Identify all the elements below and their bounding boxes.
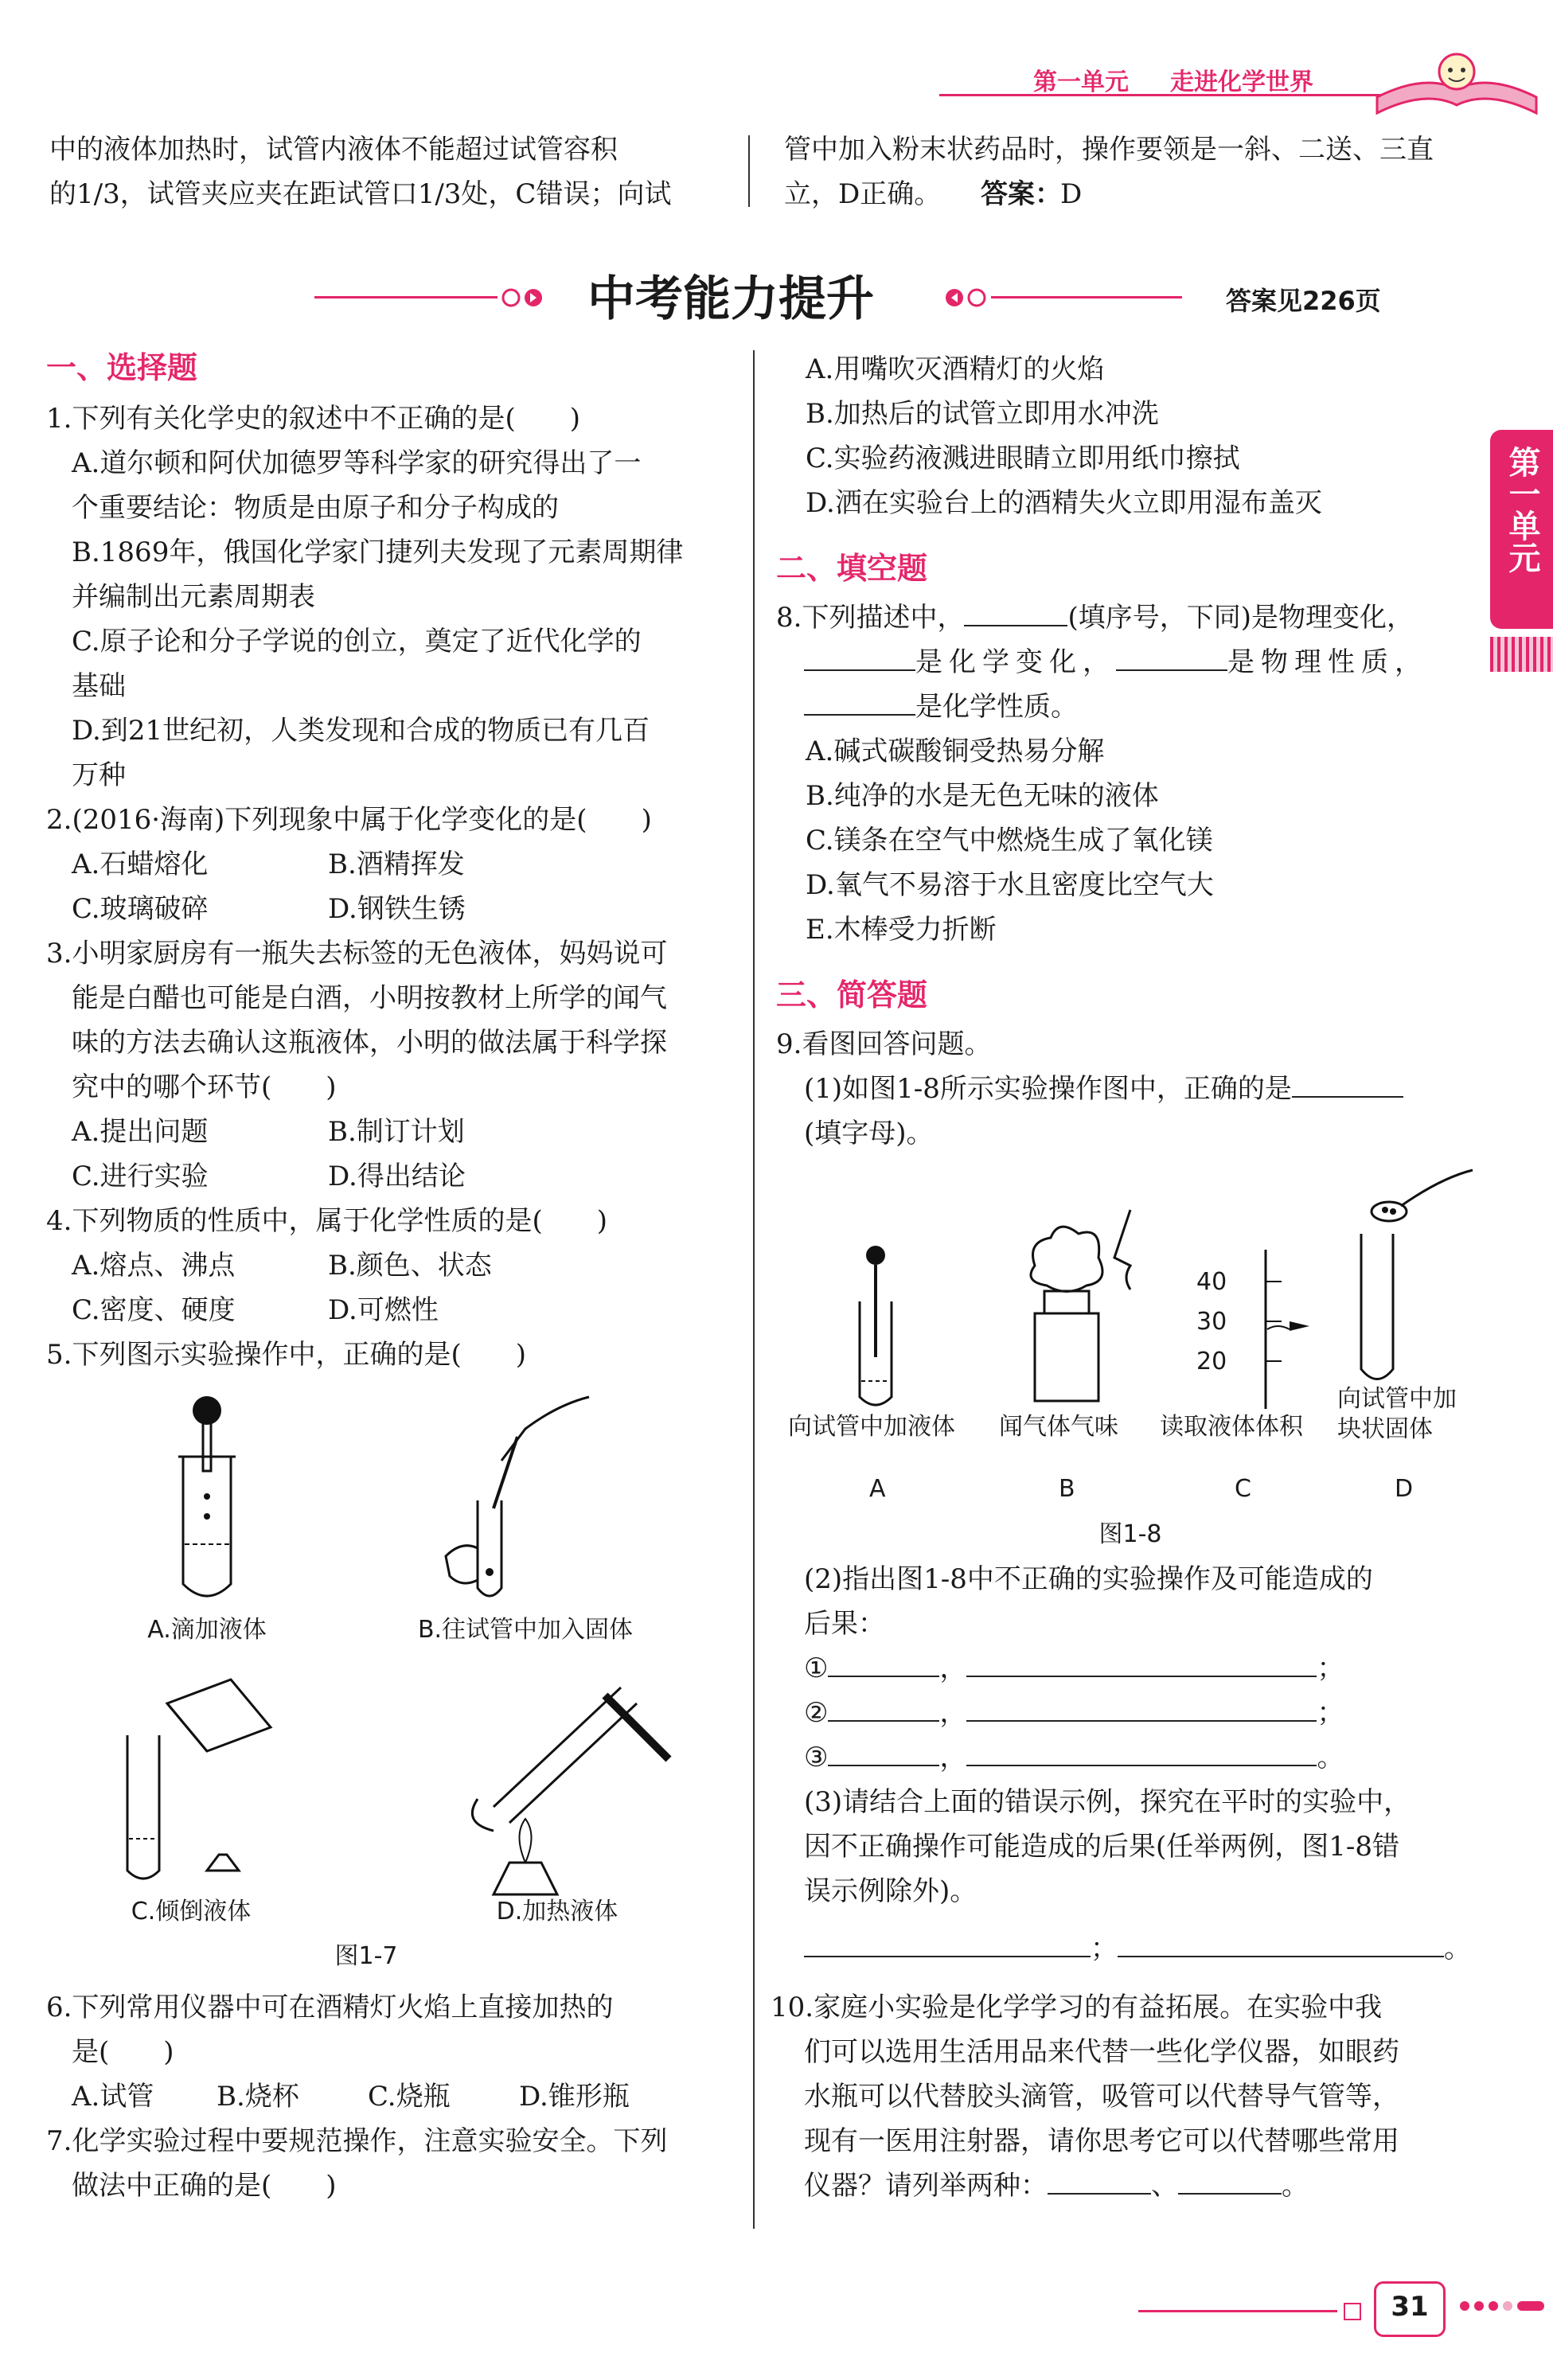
q8-line-3 [804,685,1078,729]
q2-option-a: A.石蜡熔化 [72,849,209,880]
q8-part-2: (填序号，下同)是物理变化， [1067,602,1414,634]
q5-stem: 5.下列图示实验操作中，正确的是( ) [46,1339,526,1371]
q9-mark-2: ② [804,1697,829,1729]
footer-rule [1138,2310,1337,2312]
q10-line-2: 们可以选用生活用品来代替一些化学仪器，如眼药 [804,2036,1399,2068]
q8-line-2 [804,640,1428,685]
side-unit-tab-label: 第一单元 [1504,446,1540,573]
q8-part-5: 是化学性质。 [915,691,1078,723]
q9-part3-line1: (3)请结合上面的错误示例，探究在平时的实验中， [804,1786,1411,1818]
fig7-d-heat-illustration [446,1664,685,1906]
q9-part1-text: (1)如图1-8所示实验操作图中，正确的是 [804,1073,1292,1105]
side-tab-stripes [1490,637,1553,672]
q9-mark-3: ③ [804,1742,829,1773]
fig7-c-caption: C.倾倒液体 [131,1898,252,1925]
q3-option-d: D.得出结论 [328,1161,466,1192]
q10-prompt: 仪器？请列举两种： [804,2170,1048,2202]
q9-error-blank-2[interactable] [828,1693,939,1722]
q1-option-c-cont: 基础 [72,670,126,702]
q9-part1-blank[interactable] [1292,1069,1403,1098]
fig8-b-caption: 闻气体气味 [999,1413,1118,1441]
carryover-left-2: 的1/3，试管夹应夹在距试管口1/3处，C错误；向试 [49,178,672,210]
q4-option-c: C.密度、硬度 [72,1294,236,1326]
q4-option-d: D.可燃性 [328,1294,439,1326]
q8-option-b: B.纯净的水是无色无味的液体 [806,780,1159,812]
q9-error-blank-1[interactable] [828,1648,939,1677]
header-unit-title: 走进化学世界 [1170,68,1313,96]
q9-error-blank-3[interactable] [828,1738,939,1766]
q10-line-5: 仪器？请列举两种： 、 。 [804,2163,1309,2208]
fig8-scale-20: 20 [1196,1348,1227,1375]
page-number: 31 [1391,2291,1429,2323]
q8-line-1 [776,595,1414,640]
q4-stem: 4.下列物质的性质中，属于化学性质的是( ) [46,1205,607,1237]
q1-option-b: B.1869年，俄国化学家门捷列夫发现了元素周期律 [72,536,684,568]
q9-part3-line3: 误示例除外)。 [804,1875,977,1907]
q6-line-1: 6.下列常用仪器中可在酒精灯火焰上直接加热的 [46,1992,614,2023]
q9-part3-line2: 因不正确操作可能造成的后果(任举两例，图1-8错 [804,1831,1400,1863]
q1-option-d: D.到21世纪初，人类发现和合成的物质已有几百 [72,715,650,747]
q9-part2-row-3: ③ ， 。 [804,1735,1344,1780]
fig8-caption: 图1-8 [1098,1520,1162,1548]
answer-value: D [1060,178,1083,210]
carryover-left-1: 中的液体加热时，试管内液体不能超过试管容积 [49,134,618,166]
q8-option-d: D.氧气不易溶于水且密度比空气大 [806,869,1214,901]
banner-rule-right [991,296,1182,298]
fig8-a-dropper-illustration [844,1238,907,1416]
footer-dots-icon [1457,2296,1544,2319]
carryover-right-1: 管中加入粉末状药品时，操作要领是一斜、二送、三直 [784,134,1434,166]
q9-result-blank-3[interactable] [966,1738,1317,1766]
q3-line-1: 3.小明家厨房有一瓶失去标签的无色液体，妈妈说可 [46,938,668,970]
q8-part-1: 8.下列描述中， [776,602,965,634]
q8-part-4: 是物理性质， [1227,646,1428,678]
fig7-b-solid-illustration [430,1381,613,1607]
q9-part2-line2: 后果： [804,1608,885,1640]
q9-part3-answer-row: ； 。 [804,1926,1471,1971]
q2-stem: 2.(2016·海南)下列现象中属于化学变化的是( ) [46,804,652,836]
fig8-letter-a: A [869,1475,886,1503]
q8-blank-physical-change[interactable] [964,598,1067,626]
q7-option-a: A.用嘴吹灭酒精灯的火焰 [806,353,1105,385]
q2-option-d: D.钢铁生锈 [328,893,466,925]
q1-option-a-cont: 个重要结论：物质是由原子和分子构成的 [72,492,559,524]
answer-label: 答案： [981,178,1062,210]
q3-line-3: 味的方法去确认这瓶液体，小明的做法属于科学探 [72,1027,667,1059]
q3-option-c: C.进行实验 [72,1161,209,1192]
q4-option-a: A.熔点、沸点 [72,1250,236,1282]
q7-option-d: D.洒在实验台上的酒精失火立即用湿布盖灭 [806,487,1322,519]
fig8-d-spoon-illustration [1345,1162,1481,1396]
q9-mark-1: ① [804,1652,829,1684]
banner-rule-left [314,296,498,298]
q10-line-1: 10.家庭小实验是化学学习的有益拓展。在实验中我 [771,1992,1383,2023]
column-divider-top [748,135,750,207]
fig8-letter-b: B [1059,1475,1075,1503]
q8-option-c: C.镁条在空气中燃烧生成了氧化镁 [806,825,1213,856]
q7-line-2: 做法中正确的是( ) [72,2170,337,2202]
q1-option-b-cont: 并编制出元素周期表 [72,581,315,613]
banner-arrow-left-icon [501,287,544,312]
q1-option-c: C.原子论和分子学说的创立，奠定了近代化学的 [72,626,642,657]
q9-example-blank-2[interactable] [1118,1929,1444,1957]
q10-blank-2[interactable] [1178,2166,1282,2195]
fig7-a-dropper-illustration [159,1385,255,1611]
fig7-a-caption: A.滴加液体 [147,1616,267,1644]
q9-result-blank-1[interactable] [966,1648,1317,1677]
fig8-scale-40: 40 [1196,1268,1227,1296]
fig8-d-caption-2: 块状固体 [1337,1415,1433,1443]
q9-part2-row-1: ① ， ； [804,1646,1344,1691]
column-divider [753,350,755,2229]
fig8-c-caption: 读取液体体积 [1160,1413,1303,1441]
q6-option-c: C.烧瓶 [368,2081,451,2113]
q9-part2-row-2: ② ， ； [804,1691,1344,1735]
q6-option-b: B.烧杯 [217,2081,299,2113]
fig8-b-smell-illustration [1011,1202,1154,1420]
q9-result-blank-2[interactable] [966,1693,1317,1722]
banner-answer-ref: 答案见226页 [1226,286,1381,316]
carryover-right-2: 立，D正确。 [784,178,942,210]
header-unit: 第一单元 [1033,68,1129,96]
q8-option-a: A.碱式碳酸铜受热易分解 [806,735,1105,767]
fig8-letter-c: C [1235,1475,1251,1503]
q1-option-d-cont: 万种 [72,759,126,791]
q3-option-b: B.制订计划 [328,1116,465,1148]
section-fill: 二、填空题 [776,551,928,586]
q9-part1-line1 [804,1067,1403,1111]
q1-stem: 1.下列有关化学史的叙述中不正确的是( ) [46,403,580,435]
q8-part-3: 是化学变化， [915,646,1116,678]
fig7-caption: 图1-7 [334,1942,398,1970]
q9-stem: 9.看图回答问题。 [776,1028,992,1060]
q8-option-e: E.木棒受力折断 [806,914,997,946]
q8-blank-physical-property[interactable] [1116,642,1227,671]
footer-square-icon [1344,2303,1361,2320]
fig7-c-pour-illustration [111,1672,302,1890]
section-short: 三、简答题 [776,977,928,1012]
q7-line-1: 7.化学实验过程中要规范操作，注意实验安全。下列 [46,2125,668,2157]
q8-blank-chemical-change[interactable] [804,642,915,671]
fig7-d-caption: D.加热液体 [496,1898,618,1925]
q1-option-a: A.道尔顿和阿伏加德罗等科学家的研究得出了一 [72,447,642,479]
q8-blank-chemical-property[interactable] [804,687,915,716]
book-icon [1369,41,1544,124]
q3-line-4: 究中的哪个环节( ) [72,1071,337,1103]
q2-option-b: B.酒精挥发 [328,849,465,880]
q7-option-c: C.实验药液溅进眼睛立即用纸巾擦拭 [806,443,1240,474]
fig8-letter-d: D [1395,1475,1414,1503]
q9-part1-line2: (填字母)。 [804,1118,934,1149]
q3-option-a: A.提出问题 [72,1116,209,1148]
fig8-a-caption: 向试管中加液体 [788,1413,955,1441]
q10-blank-1[interactable] [1048,2166,1151,2195]
q6-option-a: A.试管 [72,2081,154,2113]
q10-line-3: 水瓶可以代替胶头滴管，吸管可以代替导气管等， [804,2081,1399,2113]
q7-option-b: B.加热后的试管立即用水冲洗 [806,398,1159,430]
q9-part2-line1: (2)指出图1-8中不正确的实验操作及可能造成的 [804,1563,1373,1595]
q9-example-blank-1[interactable] [804,1929,1091,1957]
q6-line-2: 是( ) [72,2036,174,2068]
fig8-d-caption-1: 向试管中加 [1337,1385,1457,1413]
banner-arrow-right-icon [943,287,986,312]
fig7-b-caption: B.往试管中加入固体 [417,1616,634,1644]
q2-option-c: C.玻璃破碎 [72,893,209,925]
q10-line-4: 现有一医用注射器，请你思考它可以代替哪些常用 [804,2125,1399,2157]
fig8-scale-30: 30 [1196,1308,1227,1336]
q4-option-b: B.颜色、状态 [328,1250,492,1282]
q6-option-d: D.锥形瓶 [519,2081,630,2113]
banner-title: 中考能力提升 [587,271,874,327]
section-choice: 一、选择题 [46,350,198,385]
q3-line-2: 能是白醋也可能是白酒，小明按教材上所学的闻气 [72,982,667,1014]
